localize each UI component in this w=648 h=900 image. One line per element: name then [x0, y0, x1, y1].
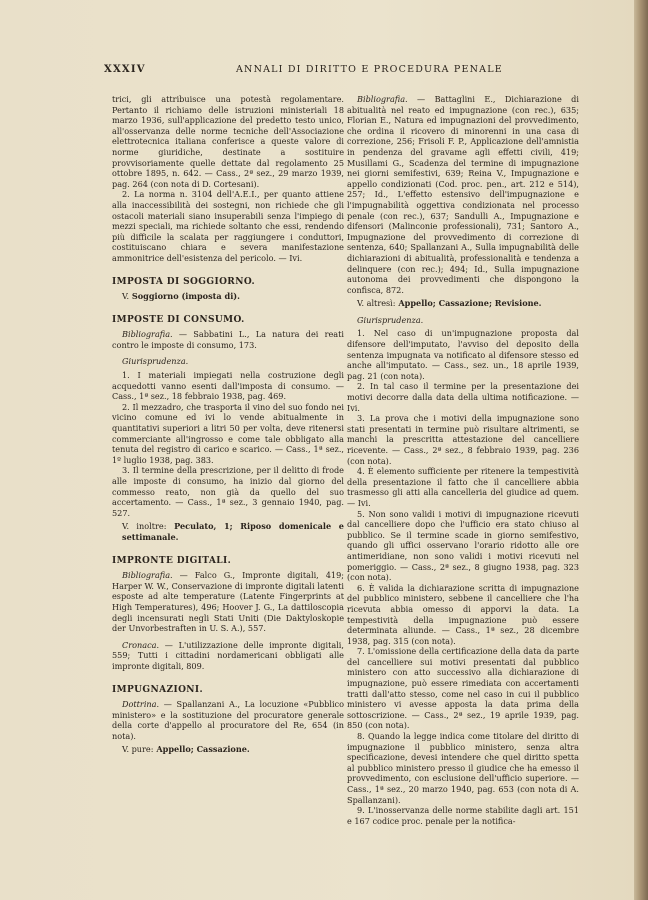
left-column — [112, 94, 344, 755]
bibliography — [112, 329, 344, 350]
bibliography — [347, 94, 579, 295]
giurisprudenza-label: Giurisprudenza. — [357, 314, 424, 325]
entry: 7. L'omissione della certificazione della data da parte del cancelliere sui motivi presentati dal pubblico ministero con atto successivo alla dichiarazione di impugnazione, può essere rimediata con accertamenti tratti dall'atto stesso, come nel caso in cui il pubblico ministero vi avesse apposta la data prima della sottoscrizione. — Cass., 2ª sez., 19 aprile 1939, pag. 850 (con nota). — [347, 646, 579, 731]
dottrina — [112, 699, 344, 741]
bibliography-text: — Falco G., Impronte digitali, 419; Harper W. W., Conservazione di impronte digitali latenti esposte ad alte temperature (Latente Fingerprints at High Temperatures), 496; Hoover J. G., La dattiloscopia degli incensurati negli Stati Uniti (Die Daktyloskopie der Unvorbestraften in U. S. A.), 557. — [112, 570, 344, 634]
journal-title: ANNALI DI DIRITTO E PROCEDURA PENALE — [236, 64, 503, 75]
dottrina-text: — Spallanzani A., La locuzione «Pubblico ministero» e la sostituzione del procuratore generale della corte d'appello al procuratore del Re, 654 (in nota). — [112, 699, 345, 741]
see-prefix: V. pure: — [122, 744, 154, 755]
entry: 1. I materiali impiegati nella costruzione degli acquedotti vanno esenti dall'imposta di consumo. — Cass., 1ª sez., 18 febbraio 1938, pag. 469. — [112, 370, 344, 402]
bibliography-label: Bibliografia. — [122, 329, 173, 340]
see-also — [357, 298, 579, 309]
see-also — [122, 744, 344, 755]
entry: 3. La prova che i motivi della impugnazione sono stati presentati in termine può risultare altrimenti, se manchi la prescritta attestazione del cancelliere ricevente. — Cass., 2ª sez., 8 febbraio 1939, pag. 236 (con nota). — [347, 413, 579, 466]
entry: 6. È valida la dichiarazione scritta di impugnazione del pubblico ministero, sebbene il cancelliere che l'ha ricevuta abbia omesso di apporvi la data. La tempestività della impugnazione può essere determinata aliunde. — Cass., 1ª sez., 28 dicembre 1938, pag. 315 (con nota). — [347, 582, 579, 646]
entry: 1. Nel caso di un'impugnazione proposta dal difensore dell'imputato, l'avviso del deposito della sentenza impugnata va notificato al difensore stesso ed anche all'imputato. — Cass., sez. un., 18 aprile 1939, pag. 21 (con nota). — [347, 328, 579, 381]
giurisprudenza-label: Giurisprudenza. — [122, 356, 189, 367]
entry: 2. Il mezzadro, che trasporta il vino del suo fondo nei vicino comune ed ivi lo vende abitualmente in quantitativi superiori a litri 50 per volta, deve ritenersi commerciante all'ingrosso e come tale obbligato alla tenuta del registro di carico e scarico. — Cass., 1ª sez., 1º luglio 1938, pag. 383. — [112, 401, 344, 465]
entry: 2. In tal caso il termine per la presentazione dei motivi decorre dalla data della ultima notificazione. — Ivi. — [347, 381, 579, 413]
section-heading-impugnazioni: IMPUGNAZIONI. — [112, 684, 204, 695]
cronaca-label: Cronaca. — [122, 639, 160, 650]
see-also — [122, 291, 344, 302]
section-heading-consumo: IMPOSTE DI CONSUMO. — [112, 314, 245, 325]
continued-paragraph: trici, gli attribuisce una potestà regolamentare. Pertanto il richiamo delle istruzioni ministeriali 18 marzo 1936, sull'applicazione del predetto testo unico, all'osservanza delle norme tecniche dell'Associazione elettrotecnica italiana conferisce a queste valore di norme giuridiche, destinate a sostituire provvisoriamente quelle dettate dal regolamento 25 ottobre 1895, n. 642. — Cass., 2ª sez., 29 marzo 1939, pag. 264 (con nota di D. Cortesani). — [112, 94, 344, 189]
see-prefix: V. altresì: — [357, 298, 396, 309]
see-prefix: V. inoltre: — [122, 521, 167, 532]
section-heading-soggiorno: IMPOSTA DI SOGGIORNO. — [112, 276, 256, 287]
see-text: Soggiorno (imposta di). — [131, 291, 240, 302]
entry: 4. È elemento sufficiente per ritenere la tempestività della presentazione il fatto che il cancelliere abbia trasmesso gli atti alla cancelleria del giudice ad quem. — Ivi. — [347, 466, 579, 508]
section-heading-digitali: IMPRONTE DIGITALI. — [112, 555, 232, 566]
see-text: Appello; Cassazione. — [156, 744, 250, 755]
dottrina-label: Dottrina. — [122, 699, 160, 710]
see-prefix: V. — [122, 291, 130, 302]
page-edge — [634, 0, 648, 900]
entry: 9. L'inosservanza delle norme stabilite dagli art. 151 e 167 codice proc. penale per la notifica- — [347, 805, 579, 826]
entry: 8. Quando la legge indica come titolare del diritto di impugnazione il pubblico ministero, senza altra specificazione, devesi intendere che quel diritto spetta al pubblico ministero presso il giudice che ha emesso il provvedimento, con esclusione dell'ufficio superiore. — Cass., 1ª sez., 20 marzo 1940, pag. 653 (con nota di A. Spallanzani). — [347, 731, 579, 805]
right-column — [347, 94, 579, 826]
cronaca-text: — L'utilizzazione delle impronte digitali, 559; Tutti i cittadini nordamericani obbligati alle impronte digitali, 809. — [112, 639, 344, 671]
bibliography-label: Bibliografia. — [122, 570, 173, 581]
bibliography-text: — Battaglini E., Dichiarazione di abitualità nel reato ed impugnazione (con rec.), 635; Florian E., Natura ed impugnazioni del provvedimento, che ordina il ricovero di minorenni in una casa di correzione, 256; Frisoli F. P., Applicazione dell'amnistia in pendenza del gravame agli effetti civili, 419; Musillami G., Scadenza del termine di impugnazione nei giorni semifestivi, 639; Reina V., Impugnazione e appello condizionati (Cod. proc. pen., art. 212 e 514), 257; Id., L'effetto estensivo dell'impugnazione e l'impugnabilità oggettiva condizionata nel processo penale (con rec.), 637; Sandulli A., Impugnazione e difensori (Malinconie professionali), 731; Santoro A., Impugnazione del provvedimento di correzione di sentenza, 640; Spallanzani A., Sulla impugnabilità delle dichiarazioni di abitualità, professionalità e tendenza a delinquere (con rec.); 494; Id., Sulla impugnazione autonoma dei provvedimenti che dispongono la confisca, 872. — [347, 94, 579, 295]
running-header — [104, 64, 579, 80]
bibliography-label: Bibliografia. — [357, 94, 408, 104]
cronaca — [112, 640, 344, 672]
see-also — [122, 521, 344, 542]
see-text: Peculato, 1; Riposo domenicale e settimanale. — [122, 521, 344, 542]
paragraph: 2. La norma n. 3104 dell'A.E.I., per quanto attiene alla inaccessibilità dei sostegni, non richiede che gli ostacoli materiali siano insuperabili senza l'impiego di mezzi speciali, ma richiede soltanto che essi, rendendo più difficile la scalata per raggiungere i conduttori, costituiscano chiara e severa manifestazione ammonitrice dell'esistenza del pericolo. — Ivi. — [112, 189, 344, 263]
bibliography — [112, 570, 344, 634]
entry: 3. Il termine della prescrizione, per il delitto di frode alle imposte di consumo, ha inizio dal giorno del commesso reato, non già da quello del suo accertamento. — Cass., 1ª sez., 3 gennaio 1940, pag. 527. — [112, 465, 344, 518]
bibliography-text: — Sabbatini L., La natura dei reati contro le imposte di consumo, 173. — [112, 329, 344, 350]
page-number: XXXIV — [104, 64, 146, 75]
entry: 5. Non sono validi i motivi di impugnazione ricevuti dal cancelliere dopo che l'ufficio era stato chiuso al pubblico. Se il termine scade in giorno semifestivo, quando gli uffici osservano l'orario ridotto alle ore antimeridiane, non sono validi i motivi ricevuti nel pomeriggio. — Cass., 2ª sez., 8 giugno 1938, pag. 323 (con nota). — [347, 508, 579, 583]
see-text: Appello; Cassazione; Revisione. — [398, 298, 542, 309]
